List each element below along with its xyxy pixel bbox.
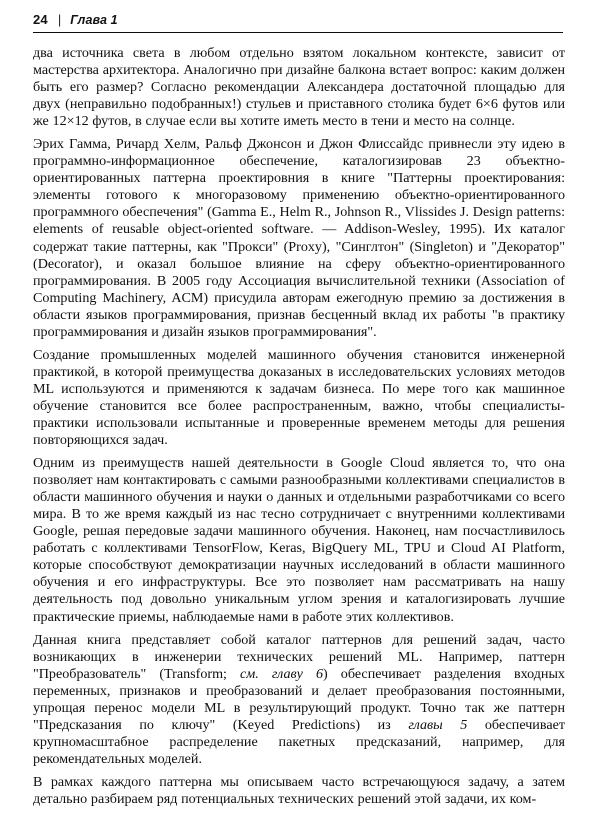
- cross-reference-chapter-5: главы 5: [408, 716, 468, 733]
- catalog-text-part-3: обеспечивает крупномасштабное распределение пакетных предсказаний, например, для рекомендательных моделей.: [33, 716, 565, 767]
- paragraph-google-cloud: Одним из преимуществ нашей деятельности в Google Cloud является то, что она позволяет нам контактировать с самыми разнообразными коллективами специалистов в области машинного обучения и науки о данных и отдельными разработчиками со всего мира. В то же время каждый из нас тесно сотрудничает с внутренними коллективами Google, решая передовые задачи машинного обучения. Наконец, нам посчастливилось работать с коллективами TensorFlow, Keras, BigQuery ML, TPU и Cloud AI Platform, которые способствуют демократизации научных исследований в области машинного обучения и его инфраструктуры. Все это позволяет нам рассматривать на нашу деятельность под довольно уникальным углом зрения и каталогизировать лучшие практические приемы, наблюдаемые нами в работе этих коллективов.: [33, 455, 565, 625]
- catalog-text-part-2: ) обеспечивает разделения входных переменных, признаков и преобразований и делает преобразования постоянными, упрощая перенос модели ML в результирующий продукт. Точно так же паттерн "Предсказания по ключу" (Keyed Predictions) из: [33, 665, 565, 733]
- paragraph-design-patterns-gof: Эрих Гамма, Ричард Хелм, Ральф Джонсон и Джон Флиссайдс привнесли эту идею в программно-информационное обеспечение, каталогизировав 23 объектно-ориентированных паттерна проектировния в книге "Паттерны проектирования: элементы готового к многоразовому применению объектно-ориентированного программного обеспечения" (Gamma E., Helm R., Johnson R., Vlissides J. Design patterns: elements of reusable object-oriented software. — Addison-Wesley, 1995). Их каталог содержат такие паттерны, как "Прокси" (Proxy), "Синглтон" (Singleton) и "Декоратор" (Decorator), и оказал большое влияние на сферу объектно-ориентированного программирования. В 2005 году Ассоциация вычислительной техники (Association of Computing Machinery, ACM) присудила авторам ежегодную премию за достижения в области языков программирования, признав бесценный вклад их работы "в практику программирования и дизайн языков программирования".: [33, 136, 565, 340]
- page-number: 24: [33, 12, 48, 27]
- cross-reference-chapter-6: см. главу 6: [240, 665, 324, 682]
- catalog-text-part-1: Данная книга представляет собой каталог паттернов для решений задач, часто возникающих в инженерии технических решений ML. Например, паттерн "Преобразователь" (Transform;: [33, 631, 565, 682]
- paragraph-industrial-ml: Создание промышленных моделей машинного обучения становится инженерной практикой, в которой преимущества доказаных в исследовательских условиях методов ML используются и применяются к задачам бизнеса. По мере того как машинное обучение становится все более распространенным, важно, чтобы специалисты-практики использовали испытанные и проверенные временем методы для решения повторяющихся задач.: [33, 346, 565, 449]
- paragraph-each-pattern: В рамках каждого паттерна мы описываем часто встречающуюся задачу, а затем детально разбираем ряд потенциальных технических решений этой задачи, их ком-: [33, 773, 565, 807]
- chapter-title: Глава 1: [70, 13, 118, 27]
- body-text: [33, 45, 565, 808]
- paragraph-light-sources: два источника света в любом отдельно взятом локальном контексте, зависит от мастерства архитектора. Аналогично при дизайне балкона встает вопрос: каким должен быть его размер? Согласно рекомендации Александера достаточной площадью для двух (неправильно подобранных!) стульев и приставного столика будет 6×6 футов или же 12×12 футов, в случае если вы хотите иметь место в тени и место на солнце.: [33, 45, 565, 130]
- running-head-separator: |: [57, 12, 62, 27]
- running-head: [33, 12, 563, 34]
- paragraph-pattern-catalog: [33, 632, 565, 768]
- header-rule: [33, 32, 563, 33]
